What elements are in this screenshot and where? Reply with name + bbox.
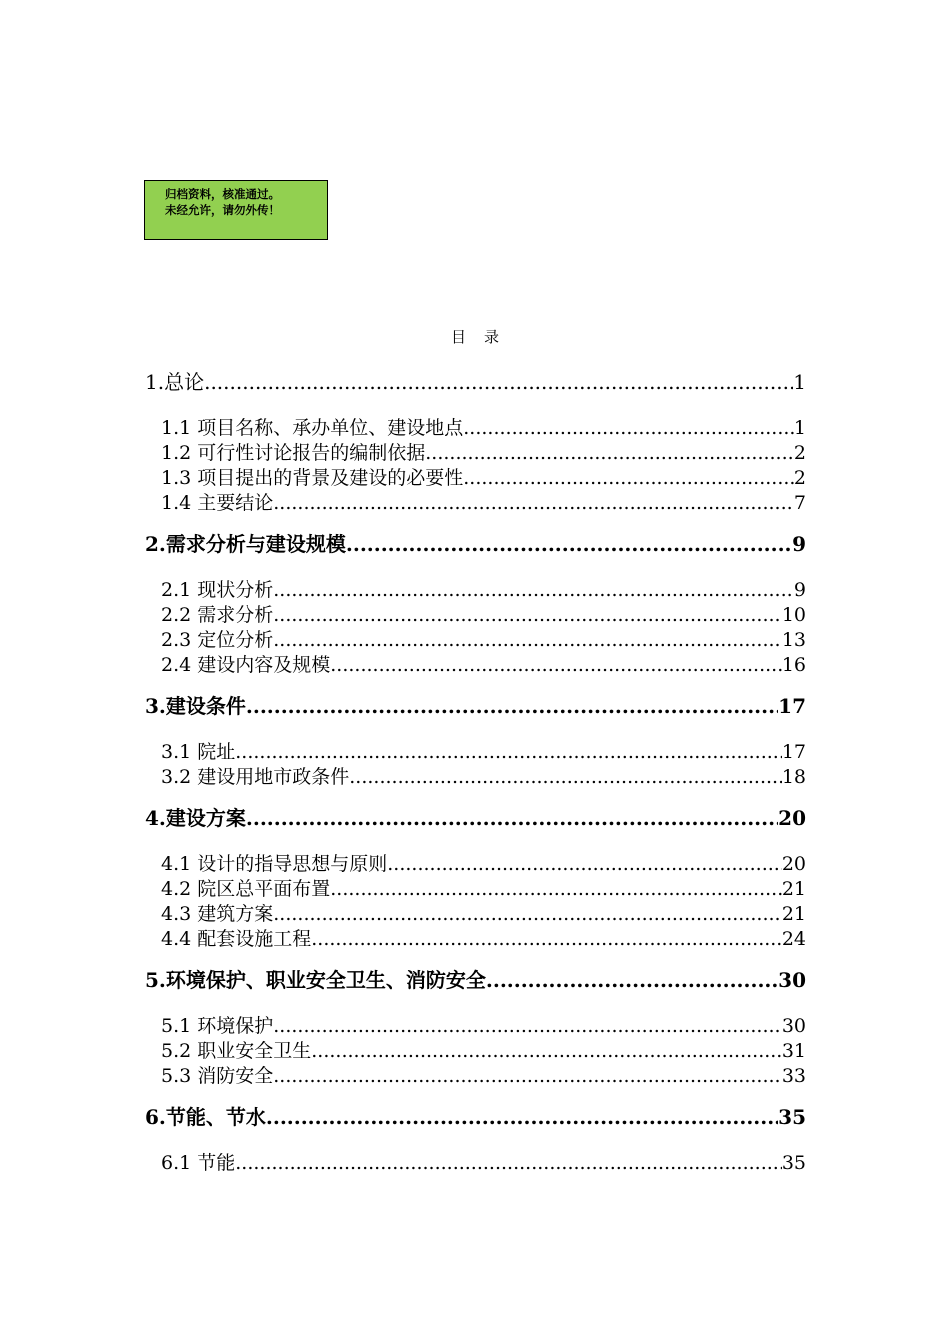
toc-page-number: 18 [781, 766, 806, 788]
toc-page-number: 13 [781, 629, 806, 651]
toc-section-label: 2.2 需求分析 [161, 604, 274, 626]
toc-section-2-1[interactable] [145, 578, 806, 603]
toc-section-label: 5.2 职业安全卫生 [161, 1040, 312, 1062]
toc-page-number: 21 [781, 903, 806, 925]
toc-section-1-3[interactable] [145, 466, 806, 491]
toc-leader-dots [346, 532, 792, 557]
toc-chapter-label: 2.需求分析与建设规模 [145, 532, 346, 556]
toc-section-4-3[interactable] [145, 902, 806, 927]
toc-section-5-1[interactable] [145, 1014, 806, 1039]
toc-leader-dots [311, 927, 782, 952]
toc-page-number: 21 [781, 878, 806, 900]
toc-section-label: 3.1 院址 [161, 741, 236, 763]
toc-section-4-2[interactable] [145, 877, 806, 902]
toc-page-number: 30 [781, 1015, 806, 1037]
toc-section-5-2[interactable] [145, 1039, 806, 1064]
toc-leader-dots [425, 441, 794, 466]
toc-leader-dots [463, 466, 794, 491]
toc-leader-dots [273, 1014, 782, 1039]
toc-section-2-4[interactable] [145, 653, 806, 678]
toc-leader-dots [235, 1151, 782, 1176]
toc-section-group [145, 1151, 806, 1176]
toc-section-5-3[interactable] [145, 1064, 806, 1089]
toc-section-1-1[interactable] [145, 416, 806, 441]
toc-section-label: 3.2 建设用地市政条件 [161, 766, 350, 788]
toc-section-6-1[interactable] [145, 1151, 806, 1176]
toc-section-group [145, 416, 806, 516]
toc-chapter-5[interactable] [145, 968, 806, 993]
stamp-line-1: 归档资料，核准通过。 [165, 187, 280, 201]
toc-leader-dots [273, 578, 794, 603]
toc-page-number: 31 [781, 1040, 806, 1062]
toc-section-label: 1.4 主要结论 [161, 492, 274, 514]
toc-section-label: 4.4 配套设施工程 [161, 928, 312, 950]
toc-chapter-label: 6.节能、节水 [145, 1105, 266, 1129]
toc-leader-dots [246, 806, 778, 831]
toc-leader-dots [273, 491, 794, 516]
toc-section-label: 2.1 现状分析 [161, 579, 274, 601]
toc-section-1-2[interactable] [145, 441, 806, 466]
toc-section-label: 5.3 消防安全 [161, 1065, 274, 1087]
toc-page-number: 2 [793, 467, 806, 489]
table-of-contents [145, 370, 806, 1192]
toc-leader-dots [330, 653, 782, 678]
toc-title: 目录 [450, 328, 517, 346]
toc-leader-dots [273, 603, 782, 628]
toc-chapter-6[interactable] [145, 1105, 806, 1130]
toc-chapter-label: 5.环境保护、职业安全卫生、消防安全 [145, 968, 486, 992]
toc-page-number: 9 [793, 579, 806, 601]
toc-chapter-3[interactable] [145, 694, 806, 719]
toc-leader-dots [273, 1064, 782, 1089]
toc-chapter-1[interactable] [145, 370, 806, 395]
toc-section-2-2[interactable] [145, 603, 806, 628]
toc-page-number: 16 [781, 654, 806, 676]
toc-page-number: 20 [778, 806, 806, 830]
toc-page-number: 17 [781, 741, 806, 763]
toc-section-2-3[interactable] [145, 628, 806, 653]
toc-section-label: 4.1 设计的指导思想与原则 [161, 853, 388, 875]
toc-leader-dots [330, 877, 782, 902]
toc-section-label: 1.1 项目名称、承办单位、建设地点 [161, 417, 464, 439]
toc-section-1-4[interactable] [145, 491, 806, 516]
toc-section-label: 4.2 院区总平面布置 [161, 878, 331, 900]
toc-section-4-1[interactable] [145, 852, 806, 877]
toc-chapter-label: 4.建设方案 [145, 806, 246, 830]
toc-page-number: 7 [793, 492, 806, 514]
toc-section-label: 4.3 建筑方案 [161, 903, 274, 925]
toc-section-label: 2.3 定位分析 [161, 629, 274, 651]
toc-leader-dots [246, 694, 778, 719]
toc-page-number: 10 [781, 604, 806, 626]
toc-section-label: 1.3 项目提出的背景及建设的必要性 [161, 467, 464, 489]
toc-leader-dots [349, 765, 782, 790]
toc-page-number: 1 [793, 417, 806, 439]
toc-section-label: 5.1 环境保护 [161, 1015, 274, 1037]
toc-chapter-4[interactable] [145, 806, 806, 831]
toc-leader-dots [311, 1039, 782, 1064]
toc-page-number: 20 [781, 853, 806, 875]
toc-page-number: 33 [781, 1065, 806, 1087]
toc-page-number: 17 [778, 694, 806, 718]
toc-page-number: 1 [793, 370, 806, 394]
toc-section-label: 2.4 建设内容及规模 [161, 654, 331, 676]
toc-section-label: 1.2 可行性讨论报告的编制依据 [161, 442, 426, 464]
toc-page-number: 9 [792, 532, 806, 556]
toc-page-number: 24 [781, 928, 806, 950]
toc-page-number: 35 [778, 1105, 806, 1129]
toc-leader-dots [273, 628, 782, 653]
toc-section-label: 6.1 节能 [161, 1152, 236, 1174]
toc-section-group [145, 578, 806, 678]
toc-section-3-2[interactable] [145, 765, 806, 790]
toc-section-3-1[interactable] [145, 740, 806, 765]
toc-chapter-label: 1.总论 [145, 370, 205, 394]
toc-chapter-2[interactable] [145, 532, 806, 557]
toc-page-number: 2 [793, 442, 806, 464]
stamp-line-2: 未经允许，请勿外传！ [165, 203, 280, 217]
toc-page-number: 30 [778, 968, 806, 992]
toc-chapter-label: 3.建设条件 [145, 694, 246, 718]
toc-section-group [145, 852, 806, 952]
toc-section-4-4[interactable] [145, 927, 806, 952]
toc-leader-dots [266, 1105, 778, 1130]
toc-leader-dots [235, 740, 782, 765]
toc-leader-dots [387, 852, 782, 877]
toc-section-group [145, 1014, 806, 1089]
toc-leader-dots [273, 902, 782, 927]
archive-stamp [144, 180, 328, 240]
toc-page-number: 35 [781, 1152, 806, 1174]
toc-leader-dots [204, 370, 793, 395]
toc-leader-dots [486, 968, 778, 993]
toc-section-group [145, 740, 806, 790]
toc-leader-dots [463, 416, 794, 441]
